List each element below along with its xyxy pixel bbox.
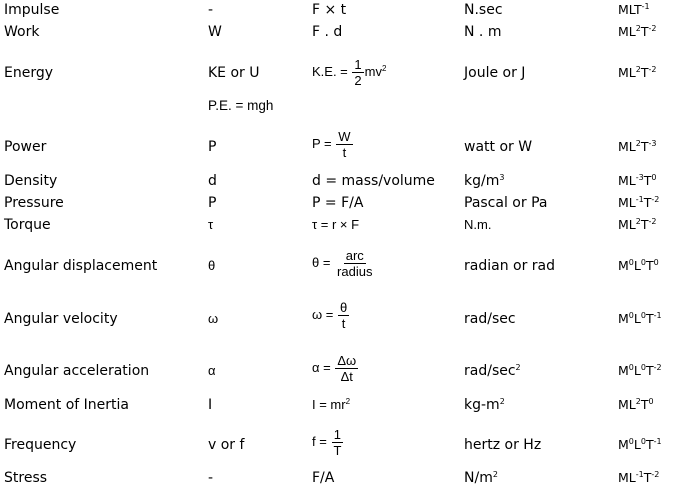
formula-base: I = mr (312, 397, 346, 412)
quantity-name: Impulse (4, 2, 60, 18)
unit-exponent: 2 (492, 470, 498, 479)
dimension-exponent: 0 (640, 258, 646, 267)
unit-base: kg-m (464, 397, 500, 413)
unit: N.m. (464, 217, 492, 232)
dimension-exponent: -3 (635, 173, 644, 182)
formula: F × t (312, 2, 347, 18)
dimension-exponent: 2 (635, 139, 641, 148)
quantity-name: Stress (4, 470, 48, 486)
dimension-exponent: 2 (635, 24, 641, 33)
fraction (338, 300, 349, 331)
symbol: P (208, 139, 217, 155)
quantity-name: Pressure (4, 195, 64, 211)
formula: F/A (312, 470, 335, 486)
dimension (618, 173, 656, 189)
unit (464, 470, 498, 486)
symbol: W (208, 24, 222, 40)
fraction-denominator: t (341, 316, 346, 331)
unit: rad/sec (464, 311, 516, 327)
dimension-base: L (633, 311, 641, 326)
dimension-base: T (640, 24, 649, 39)
dimension-exponent: -1 (635, 195, 644, 204)
quantity-name: Angular velocity (4, 311, 118, 327)
unit-base: N/m (464, 470, 493, 486)
dimension-exponent: -1 (635, 470, 644, 479)
dimension (618, 65, 656, 81)
unit-exponent: 3 (499, 173, 505, 182)
dimension (618, 470, 659, 486)
formula (312, 248, 375, 279)
dimension-base: T (645, 437, 654, 452)
dimension-base: L (633, 437, 641, 452)
formula: d = mass/volume (312, 173, 435, 189)
dimension-exponent: -2 (651, 195, 660, 204)
dimension (618, 437, 662, 453)
dimension-exponent: -1 (653, 311, 662, 320)
formula-rhs: mv (364, 63, 382, 79)
quantity-name: Angular displacement (4, 258, 158, 274)
dimension-base: M (618, 437, 629, 452)
dimension-base: ML (618, 217, 636, 232)
dimension (618, 217, 656, 233)
fraction-denominator: t (342, 145, 347, 160)
unit: watt or W (464, 139, 533, 155)
unit: N . m (464, 24, 502, 40)
dimension-base: T (640, 397, 649, 412)
formula-lhs: ω = (312, 306, 337, 322)
dimension-base: ML (618, 24, 636, 39)
dimension-base: ML (618, 65, 636, 80)
symbol: - (208, 2, 214, 18)
dimension-exponent: -2 (648, 24, 657, 33)
formula-exponent: 2 (381, 63, 387, 73)
dimension (618, 2, 650, 18)
dimension-exponent: 2 (635, 397, 641, 406)
dimension-base: ML (618, 173, 636, 188)
dimension (618, 258, 659, 274)
dimension-exponent: 0 (653, 258, 659, 267)
dimension-base: L (633, 258, 641, 273)
unit: hertz or Hz (464, 437, 542, 453)
dimension-exponent: 0 (640, 363, 646, 372)
dimension-exponent: -2 (648, 65, 657, 74)
formula-lhs: f = (312, 433, 331, 449)
quantity-name: Moment of Inertia (4, 397, 129, 413)
dimension-base: T (643, 195, 652, 210)
dimension-exponent: 0 (628, 363, 634, 372)
formula-lhs: K.E. = (312, 63, 352, 79)
quantity-name: Energy (4, 65, 54, 81)
fraction-denominator: 2 (354, 73, 362, 88)
fraction-numerator: Δω (337, 353, 357, 368)
dimension-base: L (633, 363, 641, 378)
dimension (618, 363, 662, 379)
formula (312, 129, 354, 160)
formula-secondary: P.E. = mgh (208, 98, 274, 113)
unit (464, 363, 521, 379)
symbol: ω (208, 311, 219, 326)
unit: Joule or J (464, 65, 526, 81)
dimension-base: M (618, 363, 629, 378)
unit-base: kg/m (464, 173, 500, 189)
formula: F . d (312, 24, 343, 40)
quantity-name: Torque (4, 217, 51, 233)
symbol: τ (208, 217, 214, 232)
quantity-name: Frequency (4, 437, 77, 453)
formula (312, 397, 350, 413)
dimension-base: T (640, 65, 649, 80)
dimension-exponent: 0 (640, 437, 646, 446)
quantity-name: Density (4, 173, 58, 189)
quantity-name: Power (4, 139, 47, 155)
unit: radian or rad (464, 258, 556, 274)
dimension-base: T (645, 311, 654, 326)
symbol: KE or U (208, 65, 260, 81)
dimension-base: M (618, 311, 629, 326)
dimension (618, 139, 656, 155)
quantity-name: Work (4, 24, 40, 40)
dimension-exponent: -2 (648, 217, 657, 226)
dimension-base: T (643, 173, 652, 188)
unit-exponent: 2 (499, 397, 505, 406)
fraction-numerator: θ (339, 300, 348, 315)
symbol: - (208, 470, 214, 486)
quantity-name: Angular acceleration (4, 363, 150, 379)
dimension-exponent: 0 (628, 311, 634, 320)
symbol: α (208, 363, 216, 378)
formula-lhs: P = (312, 135, 336, 151)
formula: τ = r × F (312, 217, 360, 232)
dimension-exponent: 0 (651, 173, 657, 182)
dimension-exponent: -3 (648, 139, 657, 148)
dimension-exponent: -1 (653, 437, 662, 446)
unit-exponent: 2 (515, 363, 521, 372)
fraction (352, 57, 363, 88)
fraction (335, 248, 374, 279)
dimension-base: ML (618, 470, 636, 485)
dimension-base: M (618, 258, 629, 273)
dimension-exponent: -2 (651, 470, 660, 479)
formula-lhs: α = (312, 359, 335, 375)
symbol: θ (208, 258, 216, 273)
dimension-base: T (640, 217, 649, 232)
symbol: P (208, 195, 217, 211)
formula (312, 57, 386, 88)
fraction-numerator: arc (345, 248, 364, 263)
dimension-exponent: 0 (628, 437, 634, 446)
fraction-denominator: Δt (340, 369, 353, 384)
formula-exponent: 2 (345, 397, 351, 406)
formula (312, 300, 350, 331)
unit: Pascal or Pa (464, 195, 548, 211)
dimension-base: ML (618, 397, 636, 412)
dimension-exponent: 0 (628, 258, 634, 267)
dimension-exponent: 2 (635, 65, 641, 74)
dimension (618, 311, 662, 327)
dimension-base: T (645, 363, 654, 378)
fraction-numerator: 1 (333, 427, 342, 442)
formula: P = F/A (312, 195, 364, 211)
dimension (618, 24, 656, 40)
dimension-exponent: -2 (653, 363, 662, 372)
dimension (618, 397, 654, 413)
unit (464, 173, 504, 189)
dimension-exponent: -1 (641, 2, 650, 11)
dimension-base: T (640, 139, 649, 154)
fraction-numerator: 1 (354, 57, 362, 72)
dimension-base: T (643, 470, 652, 485)
dimension-base: ML (618, 195, 636, 210)
fraction (336, 129, 352, 160)
unit: N.sec (464, 2, 503, 18)
dimension-base: ML (618, 139, 636, 154)
dimension (618, 195, 659, 211)
fraction-denominator: radius (337, 264, 373, 279)
symbol: I (208, 397, 213, 413)
formula (312, 427, 344, 458)
fraction (331, 427, 343, 458)
fraction (335, 353, 358, 384)
dimension-base: MLT (618, 2, 642, 17)
formula (312, 353, 359, 384)
fraction-numerator: W (338, 129, 351, 144)
dimension-exponent: 0 (640, 311, 646, 320)
dimension-exponent: 0 (648, 397, 654, 406)
dimension-exponent: 2 (635, 217, 641, 226)
formula-lhs: θ = (312, 254, 335, 270)
dimension-base: T (645, 258, 654, 273)
symbol: d (208, 173, 217, 189)
fraction-denominator: T (333, 443, 342, 458)
unit-base: rad/sec (464, 363, 516, 379)
symbol: v or f (208, 437, 245, 453)
unit (464, 397, 505, 413)
